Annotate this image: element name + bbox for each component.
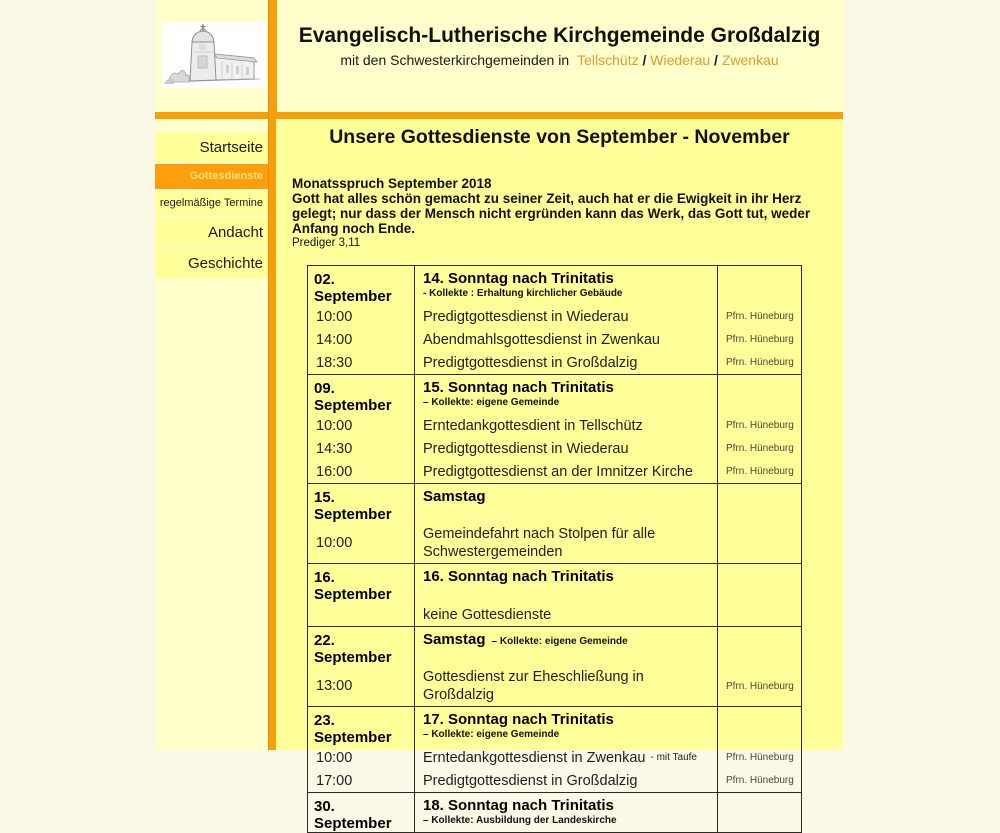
church-logo	[162, 22, 266, 88]
pastor-cell	[718, 523, 801, 563]
day-title: 14. Sonntag nach Trinitatis	[423, 270, 614, 287]
pastor-cell	[718, 707, 801, 746]
schedule-block-16-september	[308, 564, 801, 627]
main-content	[276, 119, 843, 832]
service-description: Predigtgottesdienst in Wiederau	[423, 308, 629, 325]
pastor-cell: Pfrn. Hüneburg	[726, 775, 794, 786]
time-cell: 16:00	[308, 460, 415, 483]
kollekte-note: – Kollekte: eigene Gemeinde	[423, 397, 560, 408]
service-description: Erntedankgottesdient in Tellschütz	[423, 417, 643, 434]
time-cell: 14:30	[308, 437, 415, 460]
schedule-block-09-september	[308, 375, 801, 484]
church-sketch-icon	[162, 22, 266, 88]
pastor-cell: Pfrn. Hüneburg	[726, 334, 794, 345]
pastor-cell: Pfrn. Hüneburg	[726, 357, 794, 368]
pastor-cell	[718, 627, 801, 666]
sidebar-item-andacht[interactable]: Andacht	[155, 218, 268, 247]
pastor-cell	[718, 484, 801, 523]
service-cell	[415, 523, 718, 563]
schedule-block-22-september	[308, 627, 801, 707]
date-cell	[308, 707, 415, 746]
pastor-cell	[718, 375, 801, 414]
link-separator: /	[638, 52, 651, 68]
day-title: Samstag	[423, 488, 486, 505]
service-description: Abendmahlsgottesdienst in Zwenkau	[423, 331, 660, 348]
service-cell	[415, 328, 718, 351]
day-title-cell	[415, 707, 718, 746]
service-cell	[415, 351, 718, 374]
day-title-cell	[415, 564, 718, 603]
service-date: 09. September	[314, 380, 392, 414]
schedule-block-15-september	[308, 484, 801, 564]
time-cell: 10:00	[308, 523, 415, 563]
sidebar-item-startseite[interactable]: Startseite	[155, 133, 268, 162]
service-cell	[415, 414, 718, 437]
pastor-cell	[718, 564, 801, 603]
pastor-cell: Pfrn. Hüneburg	[726, 420, 794, 431]
service-description: Predigtgottesdienst an der Imnitzer Kirche	[423, 463, 693, 480]
date-cell	[308, 375, 415, 414]
sidebar-item-regelmäßige-termine[interactable]: regelmäßige Termine	[155, 191, 268, 216]
sidebar-item-geschichte[interactable]: Geschichte	[155, 249, 268, 278]
monatsspruch-title: Monatsspruch September 2018	[292, 176, 492, 191]
service-date: 16. September	[314, 569, 392, 603]
pastor-cell: Pfrn. Hüneburg	[726, 752, 794, 763]
service-cell	[415, 666, 718, 706]
service-cell	[415, 437, 718, 460]
kollekte-note: – Kollekte: eigene Gemeinde	[491, 636, 628, 647]
pastor-cell: Pfrn. Hüneburg	[726, 311, 794, 322]
date-cell	[308, 793, 415, 832]
service-date: 22. September	[314, 632, 392, 666]
time-cell: 10:00	[308, 746, 415, 769]
service-description: Predigtgottesdienst in Großdalzig	[423, 772, 638, 789]
schedule-block-23-september	[308, 707, 801, 793]
link-zwenkau[interactable]: Zwenkau	[721, 52, 779, 68]
day-title: 17. Sonntag nach Trinitatis	[423, 711, 614, 728]
time-cell: 10:00	[308, 414, 415, 437]
time-cell	[308, 603, 415, 626]
section-heading: Unsere Gottesdienste von September - November	[329, 126, 790, 148]
header-links	[577, 52, 779, 68]
monatsspruch	[292, 176, 820, 250]
date-cell	[308, 627, 415, 666]
date-cell	[308, 564, 415, 603]
day-title-cell	[415, 484, 718, 523]
service-description: Predigtgottesdienst in Großdalzig	[423, 354, 638, 371]
site-subtitle	[276, 52, 843, 68]
time-cell: 13:00	[308, 666, 415, 706]
day-title: Samstag	[423, 631, 486, 648]
date-cell	[308, 266, 415, 305]
subtitle-prefix: mit den Schwesterkirchgemeinden in	[340, 52, 570, 68]
pastor-cell: Pfrn. Hüneburg	[726, 680, 794, 692]
service-date: 23. September	[314, 712, 392, 746]
link-wiederau[interactable]: Wiederau	[650, 52, 711, 68]
service-cell	[415, 305, 718, 328]
schedule-block-02-september	[308, 266, 801, 375]
day-title: 15. Sonntag nach Trinitatis	[423, 379, 614, 396]
day-title-cell	[415, 627, 718, 666]
pastor-cell: Pfrn. Hüneburg	[726, 443, 794, 454]
horizontal-divider	[155, 112, 843, 119]
kollekte-note: – Kollekte: Ausbildung der Landeskirche	[423, 815, 617, 826]
pastor-cell	[718, 603, 801, 626]
service-description: Erntedankgottesdienst in Zwenkau	[423, 749, 646, 766]
pastor-cell: Pfrn. Hüneburg	[726, 466, 794, 477]
service-description: keine Gottesdienste	[423, 606, 552, 623]
service-date: 15. September	[314, 489, 392, 523]
time-cell: 10:00	[308, 305, 415, 328]
service-date: 02. September	[314, 271, 392, 305]
day-title-cell	[415, 266, 718, 305]
page-title: Evangelisch-Lutherische Kirchgemeinde Großdalzig	[298, 24, 821, 47]
service-cell	[415, 769, 718, 792]
schedule-block-30-september	[308, 793, 801, 832]
service-date: 30. September	[314, 798, 392, 832]
service-note: - mit Taufe	[650, 751, 697, 763]
time-cell: 18:30	[308, 351, 415, 374]
monatsspruch-source: Prediger 3,11	[292, 237, 361, 249]
pastor-cell	[718, 266, 801, 305]
service-cell	[415, 746, 718, 769]
time-cell: 14:00	[308, 328, 415, 351]
monatsspruch-text: Gott hat alles schön gemacht zu seiner Zeit, auch hat er die Ewigkeit in ihr Herz gelegt; nur dass der Mensch nicht ergründen kann das Werk, das Gott tut, weder Anfang noch Ende.	[292, 191, 811, 236]
pastor-cell	[718, 793, 801, 832]
service-cell	[415, 460, 718, 483]
day-title: 18. Sonntag nach Trinitatis	[423, 797, 614, 814]
service-description: Gemeindefahrt nach Stolpen für alle Schwestergemeinden	[423, 526, 656, 560]
day-title-cell	[415, 793, 718, 832]
sidebar	[155, 119, 268, 750]
link-tellschütz[interactable]: Tellschütz	[577, 52, 639, 68]
day-title-cell	[415, 375, 718, 414]
schedule-table	[307, 265, 802, 833]
link-separator: /	[710, 52, 722, 68]
service-cell	[415, 603, 718, 626]
date-cell	[308, 484, 415, 523]
kollekte-note: - Kollekte : Erhaltung kirchlicher Gebäude	[423, 288, 623, 299]
time-cell: 17:00	[308, 769, 415, 792]
sidebar-item-gottesdienste[interactable]: Gottesdienste	[155, 164, 268, 189]
sidebar-nav	[155, 133, 268, 280]
service-description: Predigtgottesdienst in Wiederau	[423, 440, 629, 457]
day-title: 16. Sonntag nach Trinitatis	[423, 568, 614, 585]
kollekte-note: – Kollekte: eigene Gemeinde	[423, 729, 560, 740]
service-description: Gottesdienst zur Eheschließung in Großdalzig	[423, 669, 644, 703]
